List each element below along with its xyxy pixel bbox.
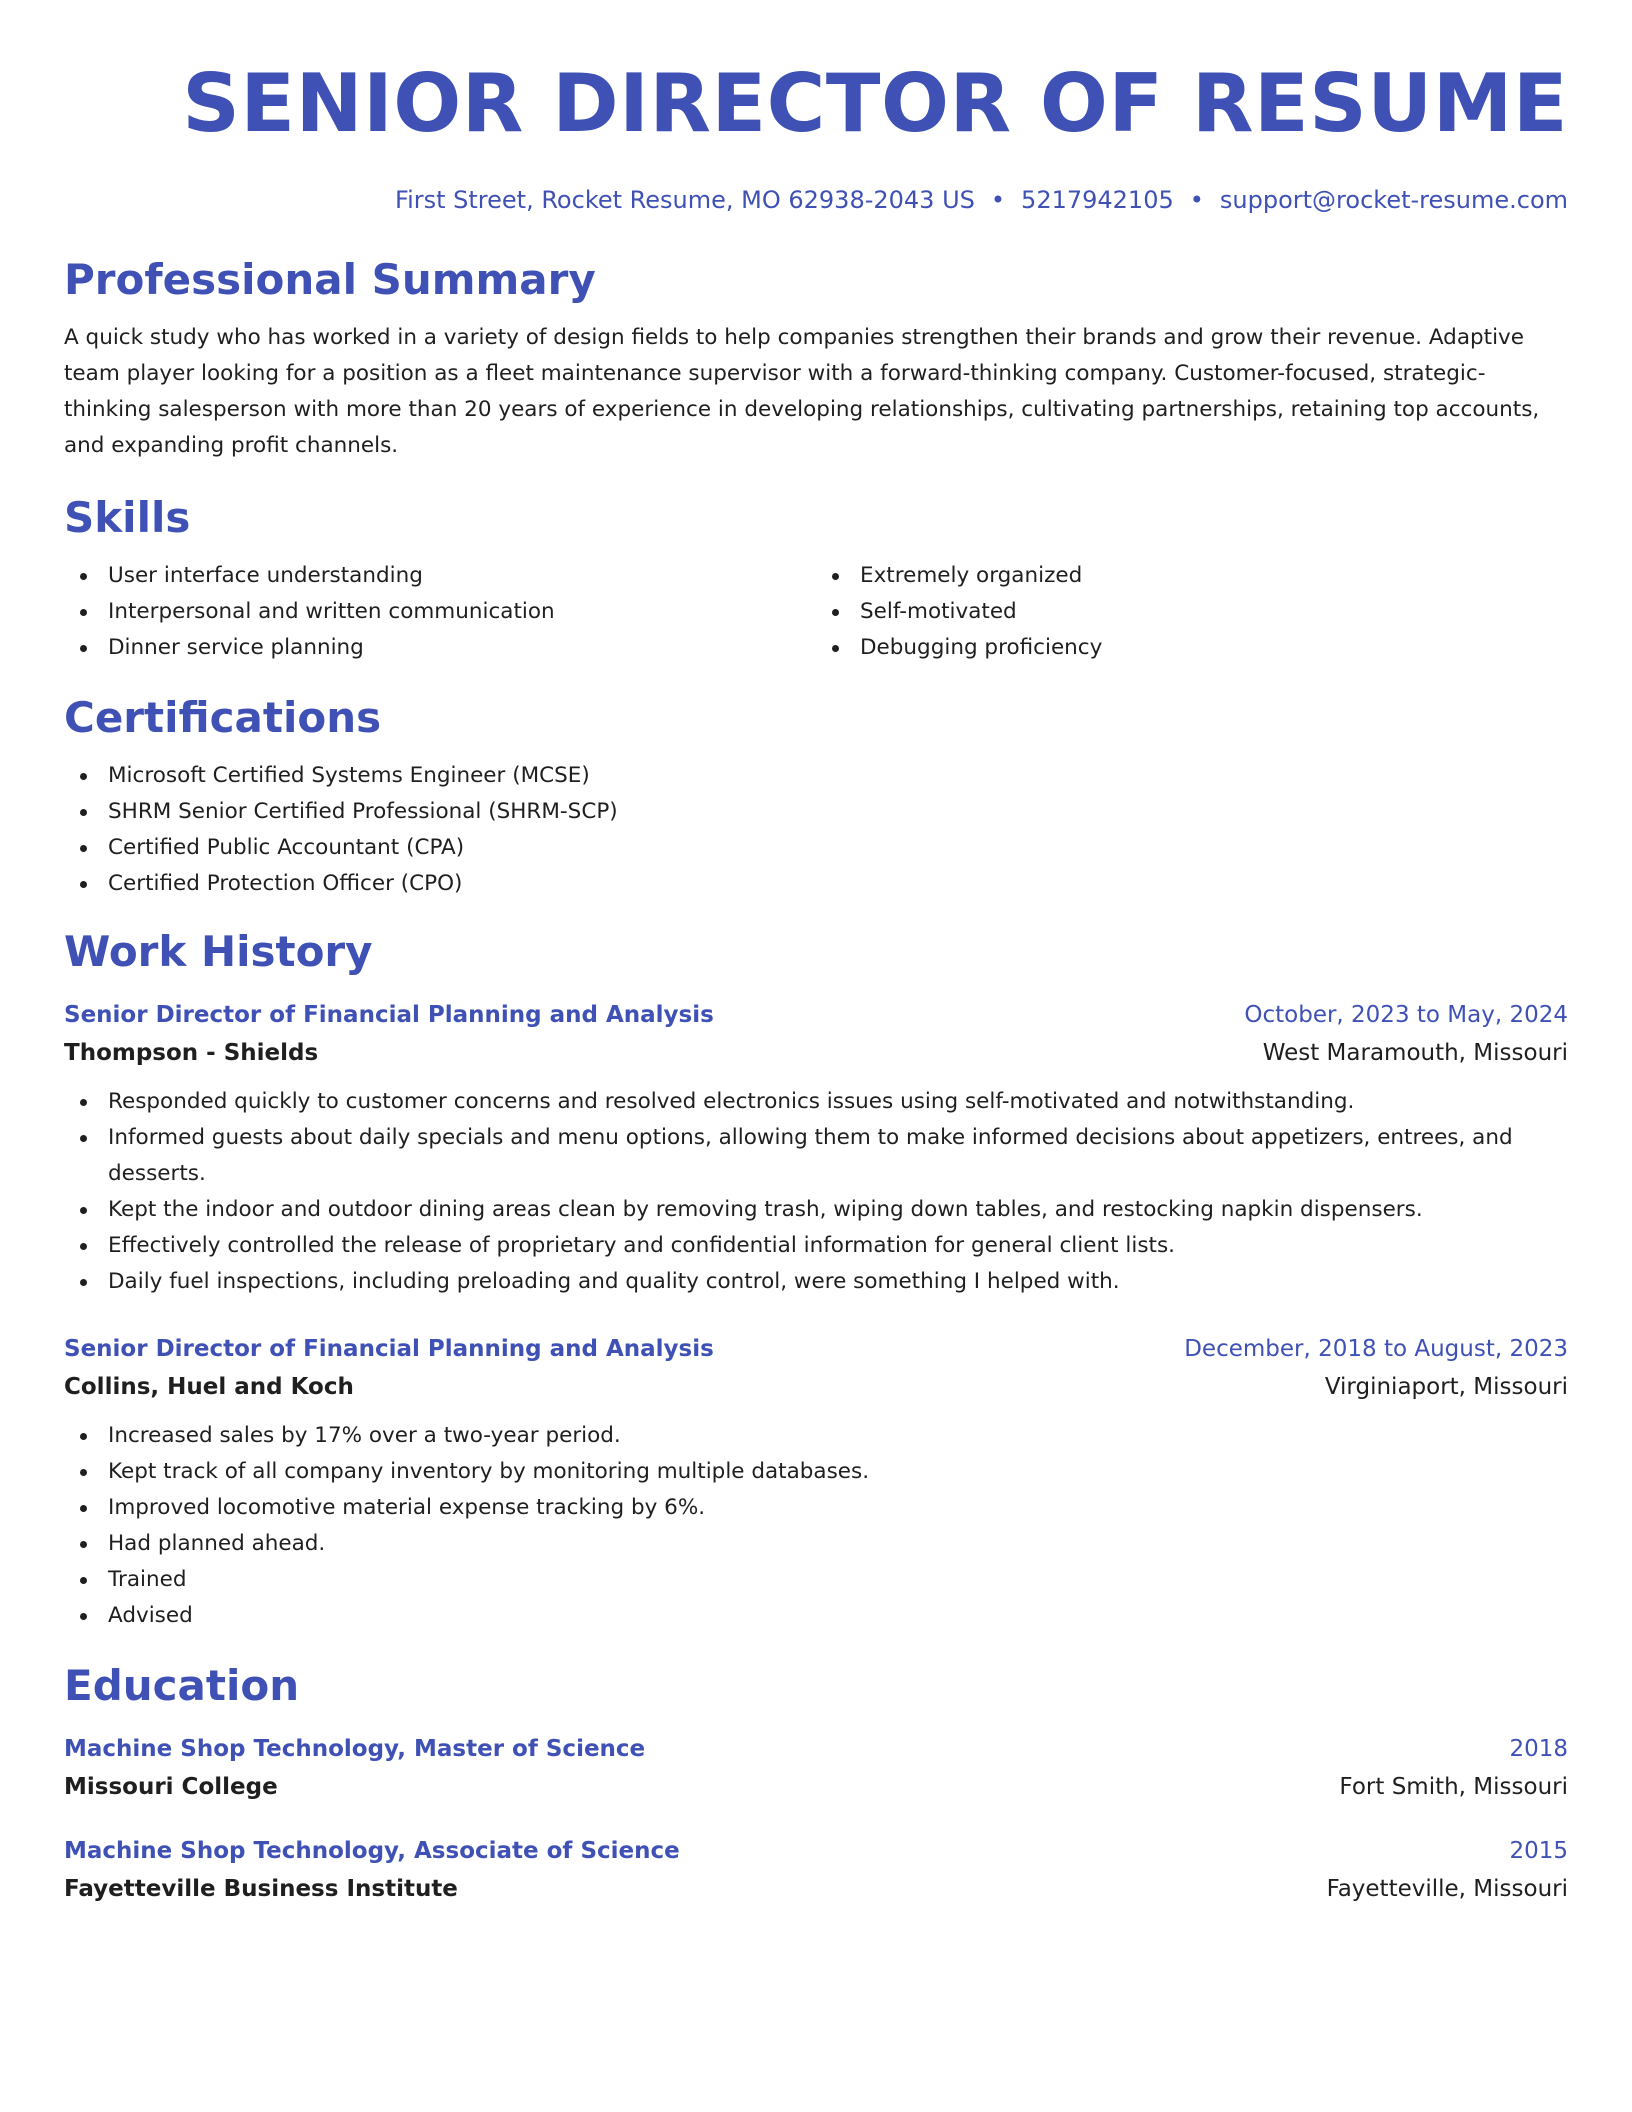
job-bullet: Effectively controlled the release of proprietary and confidential information for general client lists. (64, 1228, 1568, 1264)
certifications-title: Certifications (64, 693, 382, 742)
summary-title: Professional Summary (64, 255, 596, 304)
education-degree: Machine Shop Technology, Associate of Science (64, 1838, 680, 1864)
education-year: 2018 (1509, 1736, 1568, 1762)
skills-list-right (816, 558, 1568, 666)
job-bullet: Had planned ahead. (64, 1526, 1568, 1562)
job-bullet: Increased sales by 17% over a two-year period. (64, 1418, 1568, 1454)
certifications-section (64, 692, 1568, 902)
contact-line (64, 184, 1568, 216)
job-bullets (64, 1418, 1568, 1634)
education-entry (64, 1730, 1568, 1806)
job-company: Collins, Huel and Koch (64, 1374, 354, 1400)
contact-email[interactable]: support@rocket-resume.com (1219, 186, 1568, 214)
education-header-row (64, 1832, 1568, 1870)
skills-section (64, 492, 1568, 666)
education-location: Fort Smith, Missouri (1339, 1774, 1568, 1800)
certification-item: Certified Protection Officer (CPO) (64, 866, 1568, 902)
resume-name: SENIOR DIRECTOR OF RESUME (182, 57, 1568, 150)
education-entry (64, 1832, 1568, 1908)
job-bullet: Informed guests about daily specials and menu options, allowing them to make informed decisions about appetizers, entrees, and desserts. (64, 1120, 1568, 1192)
summary-section (64, 254, 1568, 464)
job-bullet: Improved locomotive material expense tracking by 6%. (64, 1490, 1568, 1526)
job-bullet: Advised (64, 1598, 1568, 1634)
summary-text: A quick study who has worked in a variety of design fields to help companies strengthen their brands and grow their revenue. Adaptive team player looking for a position as a fleet maintenance supervisor with a forward-thinking company. Customer-focused, strategic-thinking salesperson with more than 20 years of experience in developing relationships, cultivating partnerships, retaining top accounts, and expanding profit channels. (64, 325, 1540, 458)
job-entry (64, 1330, 1568, 1634)
skill-item: Debugging proficiency (816, 630, 1568, 666)
job-company-row (64, 1368, 1568, 1406)
job-title: Senior Director of Financial Planning and Analysis (64, 1002, 714, 1028)
education-degree: Machine Shop Technology, Master of Science (64, 1736, 646, 1762)
education-school: Missouri College (64, 1774, 278, 1800)
skills-grid (64, 558, 1568, 666)
work-history-section (64, 926, 1568, 1634)
job-company-row (64, 1034, 1568, 1072)
education-section (64, 1660, 1568, 1908)
education-year: 2015 (1509, 1838, 1568, 1864)
job-location: West Maramouth, Missouri (1262, 1040, 1568, 1066)
job-bullet: Kept track of all company inventory by monitoring multiple databases. (64, 1454, 1568, 1490)
job-bullets (64, 1084, 1568, 1300)
certification-item: SHRM Senior Certified Professional (SHRM-SCP) (64, 794, 1568, 830)
job-company: Thompson - Shields (64, 1040, 319, 1066)
job-entry (64, 996, 1568, 1300)
education-school-row (64, 1768, 1568, 1806)
job-dates: December, 2018 to August, 2023 (1184, 1336, 1568, 1362)
skill-item: Self-motivated (816, 594, 1568, 630)
skills-title: Skills (64, 493, 191, 542)
certifications-list (64, 758, 1568, 902)
contact-phone: 5217942105 (1021, 186, 1174, 214)
job-location: Virginiaport, Missouri (1324, 1374, 1568, 1400)
certification-item: Certified Public Accountant (CPA) (64, 830, 1568, 866)
education-school: Fayetteville Business Institute (64, 1876, 458, 1902)
job-header-row (64, 1330, 1568, 1368)
skill-item: User interface understanding (64, 558, 816, 594)
work-history-title: Work History (64, 927, 373, 976)
education-header-row (64, 1730, 1568, 1768)
education-title: Education (64, 1661, 300, 1710)
contact-address: First Street, Rocket Resume, MO 62938-2043 US (395, 186, 975, 214)
job-bullet: Responded quickly to customer concerns and resolved electronics issues using self-motivated and notwithstanding. (64, 1084, 1568, 1120)
skill-item: Interpersonal and written communication (64, 594, 816, 630)
job-bullet: Trained (64, 1562, 1568, 1598)
skill-item: Dinner service planning (64, 630, 816, 666)
skill-item: Extremely organized (816, 558, 1568, 594)
job-title: Senior Director of Financial Planning and Analysis (64, 1336, 714, 1362)
job-header-row (64, 996, 1568, 1034)
certification-item: Microsoft Certified Systems Engineer (MCSE) (64, 758, 1568, 794)
job-dates: October, 2023 to May, 2024 (1244, 1002, 1568, 1028)
contact-separator: • (1189, 186, 1204, 214)
education-location: Fayetteville, Missouri (1326, 1876, 1568, 1902)
contact-separator: • (990, 186, 1006, 214)
skills-list-left (64, 558, 816, 666)
job-bullet: Kept the indoor and outdoor dining areas clean by removing trash, wiping down tables, and restocking napkin dispensers. (64, 1192, 1568, 1228)
job-bullet: Daily fuel inspections, including preloading and quality control, were something I helped with. (64, 1264, 1568, 1300)
education-school-row (64, 1870, 1568, 1908)
